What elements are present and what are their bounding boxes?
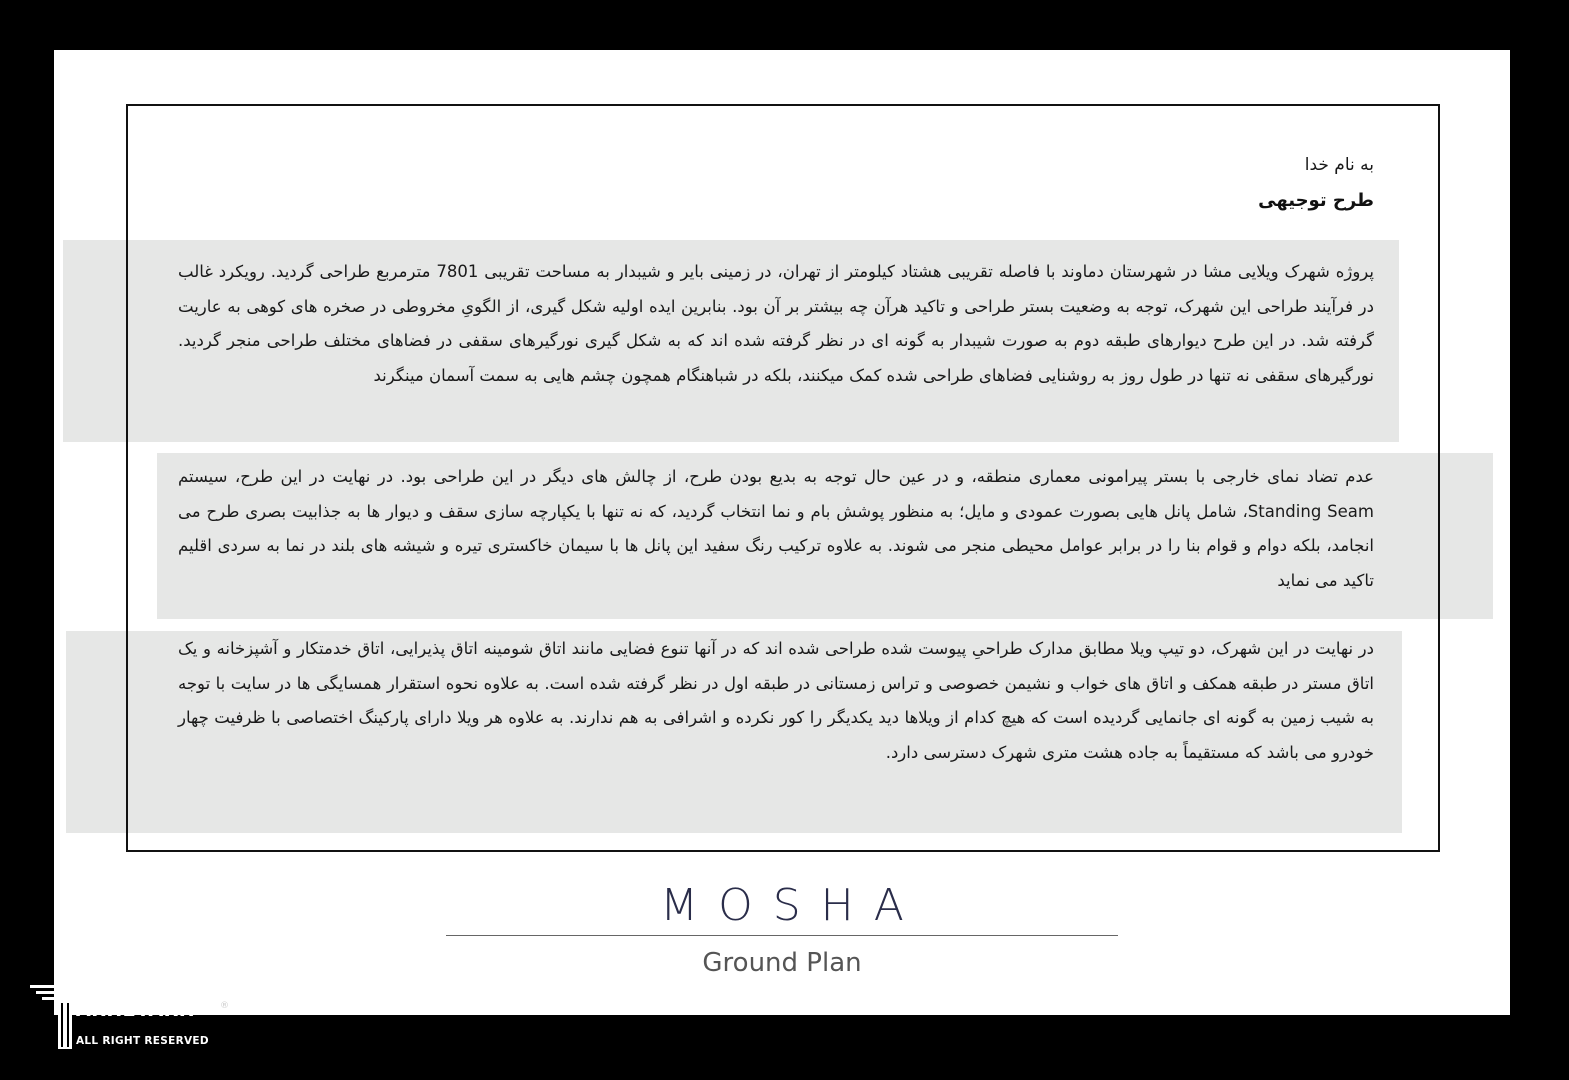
title-divider [446, 935, 1118, 936]
document-heading: طرح توجیهی [1258, 190, 1374, 211]
watermark-name: ARH2TARH [76, 999, 196, 1021]
watermark-tagline: ALL RIGHT RESERVED [76, 1035, 209, 1047]
greeting: به نام خدا [1304, 155, 1374, 175]
paragraph-1: پروژه شهرک ویلایی مشا در شهرستان دماوند با فاصله تقریبی هشتاد کیلومتر از تهران، در زمینی بایر و شیبدار به مساحت تقریبی 7801 مترمربع طراحی گردید. رویکرد غالب در فرآیند طراحی این شهرک، توجه به وضعیت بستر طراحی و تاکید هرآن چه بیشتر بر آن بود. بنابرین ایده اولیه شکل گیری، از الگویِ مخروطی در صخره های کوهی به عاریت گرفته شد. در این طرح دیوارهای طبقه دوم به صورت شیبدار به گونه ای در نظر گرفته شده اند که به شکل گیری نورگیرهای سقفی در فضاهای مختلف طراحی منجر گردید. نورگیرهای سقفی نه تنها در طول روز به روشنایی فضاهای طراحی شده کمک میکنند، بلکه در شباهنگام همچون چشم هایی به سمت آسمان مینگرند [178, 262, 1374, 385]
sheet-subtitle: Ground Plan [702, 948, 862, 978]
paragraph-2: عدم تضاد نمای خارجی با بستر پیرامونی معماری منطقه، و در عین حال توجه به بدیع بودن طرح، از چالش های دیگر در این طراحی بود. در نهایت در این طرح، سیستم Standing Seam، شامل پانل هایی بصورت عمودی و مایل؛ به منظور پوشش بام و نما انتخاب گردید، که نه تنها با یکپارچه سازی سقف و دیوار ها به جذابیت بصری طرح می انجامد، بلکه دوام و قوام بنا را در برابر عوامل محیطی منجر می شوند. به علاوه ترکیب رنگ سفید این پانل ها با سیمان خاکستری تیره و شیشه های بلند در نما به سردی اقلیم تاکید می نماید [178, 467, 1374, 590]
project-title: MOSHA [660, 880, 924, 931]
watermark-logo [28, 983, 238, 1053]
registered-mark: ® [220, 1001, 229, 1011]
paragraph-3: در نهایت در این شهرک، دو تیپ ویلا مطابق مدارک طراحیِ پیوست شده طراحی شده اند که در آنها تنوع فضایی مانند اتاق شومینه اتاق پذیرایی، اتاق خدمتکار و آشپزخانه و یک اتاق مستر در طبقه همکف و اتاق های خواب و نشیمن خصوصی و تراس زمستانی در طبقه اول در نظر گرفته شده است. به علاوه نحوه استقرار همسایگی ها در سایت با توجه به شیب زمین به گونه ای جانمایی گردیده است که هیچ کدام از ویلاها دید یکدیگر را کور نکرده و اشرافی به هم ندارند. به علاوه هر ویلا دارای پارکینگ اختصاصی با ظرفیت چهار خودرو می باشد که مستقیماً به جاده هشت متری شهرک دسترسی دارد. [178, 639, 1374, 762]
